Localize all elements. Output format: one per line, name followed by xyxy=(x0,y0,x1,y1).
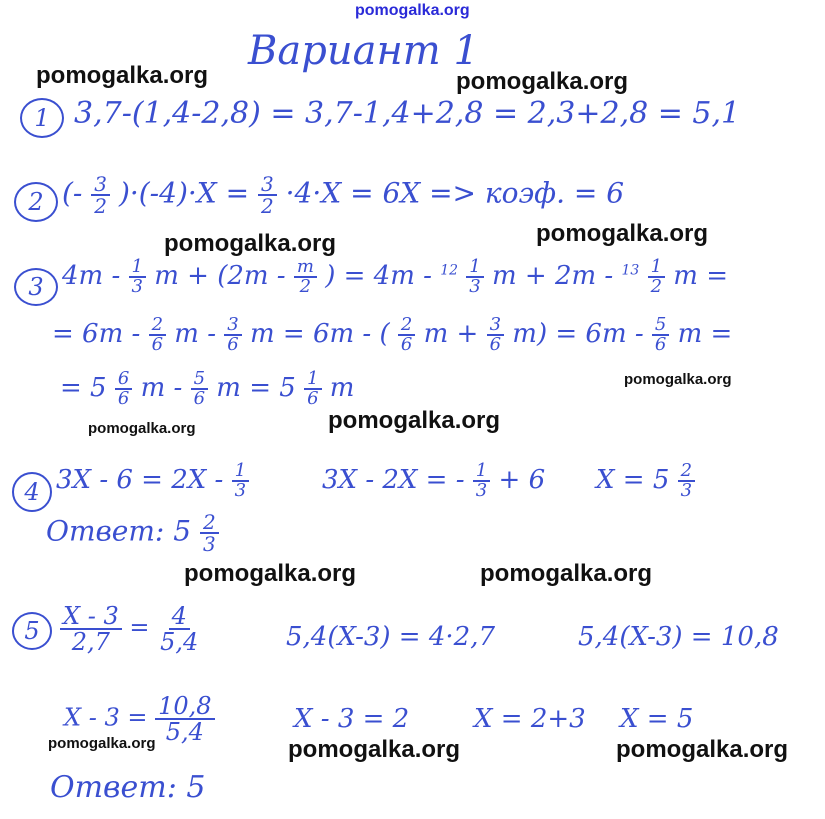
expr: 3X - 6 = 2X - xyxy=(56,465,224,495)
task-4-equation-a xyxy=(56,462,249,500)
watermark: pomogalka.org xyxy=(616,736,789,763)
expr: m + 2m - xyxy=(492,261,614,291)
fraction xyxy=(648,258,665,296)
task-2-equation xyxy=(62,174,624,216)
numerator: 3 xyxy=(487,316,504,336)
expr: m - xyxy=(140,373,183,403)
task-5-step-c: 5,4(X-3) = 10,8 xyxy=(578,622,779,652)
task-1-number: 1 xyxy=(20,98,64,138)
task-5-step-f: X = 2+3 xyxy=(474,704,586,734)
task-4-number: 4 xyxy=(12,472,52,512)
numerator: 6 xyxy=(115,370,132,390)
fraction xyxy=(652,316,669,354)
numerator: 10,8 xyxy=(155,694,214,720)
fraction xyxy=(91,174,110,216)
watermark: pomogalka.org xyxy=(36,62,209,89)
watermark: pomogalka.org xyxy=(328,407,501,434)
fraction xyxy=(304,370,321,408)
watermark: pomogalka.org xyxy=(184,560,357,587)
watermark: pomogalka.org xyxy=(456,68,629,95)
fraction xyxy=(258,174,277,216)
denominator: 6 xyxy=(400,334,413,355)
expr: X = 5 xyxy=(596,465,670,495)
superscript: 13 xyxy=(621,262,640,279)
denominator: 2 xyxy=(94,194,108,218)
task-3-line-2 xyxy=(52,316,732,354)
expr: m = 5 xyxy=(216,373,296,403)
numerator: 3 xyxy=(258,174,277,196)
denominator: 6 xyxy=(117,388,130,409)
denominator: 6 xyxy=(654,334,667,355)
watermark: pomogalka.org xyxy=(624,371,732,388)
expr: m = 6m - ( xyxy=(249,319,390,349)
expr: ) = 4m - xyxy=(325,261,432,291)
denominator: 3 xyxy=(234,480,247,501)
numerator: 2 xyxy=(200,512,219,534)
task-5-step-d xyxy=(64,694,215,744)
numerator: 1 xyxy=(648,258,665,278)
task-5-step-b: 5,4(X-3) = 4·2,7 xyxy=(286,622,496,652)
fraction xyxy=(224,316,241,354)
task-3-number: 3 xyxy=(14,268,58,306)
denominator: 2 xyxy=(261,194,274,218)
watermark: pomogalka.org xyxy=(48,735,156,752)
watermark: pomogalka.org xyxy=(288,736,461,763)
numerator: 3 xyxy=(224,316,241,336)
numerator: 2 xyxy=(149,316,166,336)
expr: X - 3 = xyxy=(64,703,148,732)
numerator: 5 xyxy=(191,370,208,390)
expr: 4m - xyxy=(62,261,121,291)
denominator: 6 xyxy=(489,334,502,355)
expr: + 6 xyxy=(498,465,546,495)
expr: m - xyxy=(174,319,216,349)
fraction xyxy=(60,604,122,654)
fraction xyxy=(200,512,219,554)
fraction xyxy=(115,370,132,408)
task-5-number: 5 xyxy=(12,612,52,650)
fraction xyxy=(129,258,146,296)
watermark: pomogalka.org xyxy=(536,220,709,247)
expr: m + xyxy=(423,319,479,349)
denominator: 3 xyxy=(202,532,216,556)
numerator: 1 xyxy=(304,370,321,390)
task-3-line-3 xyxy=(60,370,354,408)
task-2-part: (- xyxy=(62,176,83,210)
fraction xyxy=(466,258,483,296)
denominator: 3 xyxy=(680,480,693,501)
fraction xyxy=(487,316,504,354)
task-5-step-g: X = 5 xyxy=(620,704,694,734)
numerator: 2 xyxy=(398,316,415,336)
fraction xyxy=(398,316,415,354)
task-4-answer xyxy=(46,512,219,554)
fraction xyxy=(473,462,490,500)
expr: m xyxy=(329,373,355,403)
denominator: 5,4 xyxy=(165,718,204,746)
task-5-proportion xyxy=(60,604,201,654)
numerator: m xyxy=(294,258,317,278)
denominator: 2 xyxy=(299,276,312,297)
numerator: 4 xyxy=(169,604,190,630)
numerator: 1 xyxy=(466,258,483,278)
task-5-answer: Ответ: 5 xyxy=(50,770,206,805)
fraction xyxy=(149,316,166,354)
denominator: 3 xyxy=(475,480,488,501)
task-4-equation-c xyxy=(596,462,695,500)
task-2-part: )·(-4)·X = xyxy=(118,176,250,210)
answer-text: Ответ: 5 xyxy=(46,514,192,548)
fraction xyxy=(191,370,208,408)
denominator: 3 xyxy=(131,276,143,297)
denominator: 3 xyxy=(469,276,481,297)
numerator: 2 xyxy=(678,462,695,482)
numerator: 1 xyxy=(473,462,490,482)
superscript: 12 xyxy=(440,262,459,279)
task-2-part: ·4·X = 6X => коэф. = 6 xyxy=(285,176,625,210)
numerator: 3 xyxy=(91,174,110,196)
numerator: X - 3 xyxy=(60,604,122,630)
fraction xyxy=(157,604,201,654)
expr: = xyxy=(129,613,150,642)
watermark: pomogalka.org xyxy=(480,560,653,587)
task-1-equation: 3,7-(1,4-2,8) = 3,7-1,4+2,8 = 2,3+2,8 = 5,1 xyxy=(74,96,741,131)
fraction xyxy=(294,258,317,296)
fraction xyxy=(232,462,249,500)
denominator: 2,7 xyxy=(71,628,110,656)
numerator: 1 xyxy=(232,462,249,482)
task-5-step-e: X - 3 = 2 xyxy=(294,704,410,734)
denominator: 6 xyxy=(307,388,319,409)
denominator: 6 xyxy=(151,334,164,355)
expr: m = xyxy=(673,261,729,291)
denominator: 5,4 xyxy=(160,628,199,656)
numerator: 5 xyxy=(652,316,669,336)
expr: m = xyxy=(677,319,733,349)
task-3-line-1 xyxy=(62,258,728,296)
expr: 3X - 2X = - xyxy=(322,465,465,495)
fraction xyxy=(678,462,695,500)
expr: m) = 6m - xyxy=(512,319,644,349)
top-watermark: pomogalka.org xyxy=(355,2,470,19)
denominator: 2 xyxy=(650,276,663,297)
numerator: 1 xyxy=(129,258,146,278)
expr: = 6m - xyxy=(52,319,141,349)
denominator: 6 xyxy=(227,334,239,355)
watermark: pomogalka.org xyxy=(88,420,196,437)
task-4-equation-b xyxy=(322,462,545,500)
denominator: 6 xyxy=(193,388,206,409)
expr: m + (2m - xyxy=(154,261,286,291)
fraction xyxy=(155,694,214,744)
expr: = 5 xyxy=(60,373,107,403)
watermark: pomogalka.org xyxy=(164,230,337,257)
task-2-number: 2 xyxy=(14,182,58,222)
page-title: Вариант 1 xyxy=(248,28,479,74)
